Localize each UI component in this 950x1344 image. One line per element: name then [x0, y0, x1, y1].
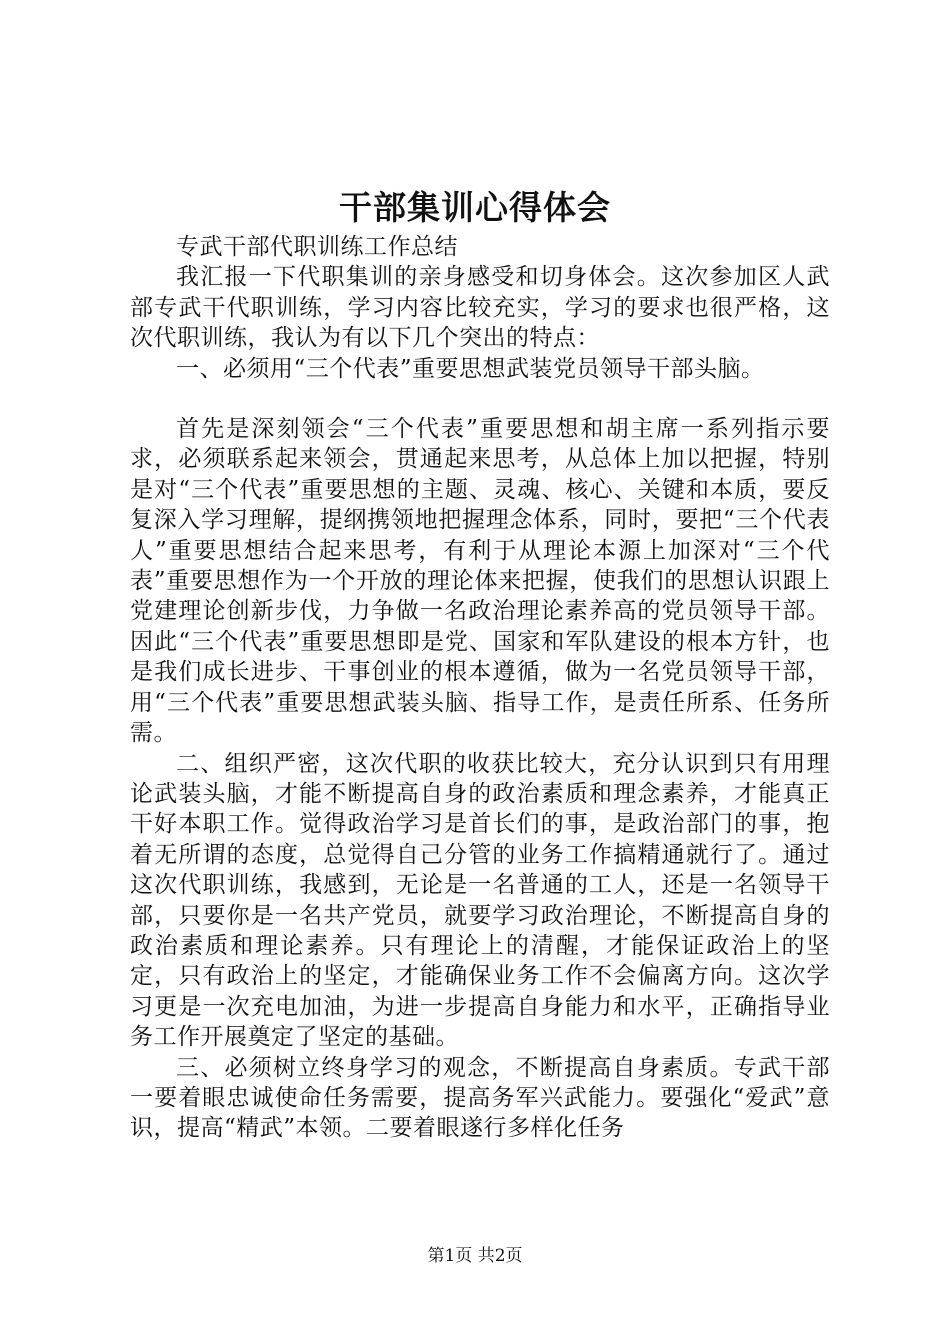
- document-title: 干部集训心得体会: [339, 188, 611, 227]
- document-body: [130, 232, 830, 1144]
- paragraph-point-three: 三、必须树立终身学习的观念，不断提高自身素质。专武干部一要着眼忠诚使命任务需要，提高务军兴武能力。要强化“爱武”意识，提高“精武”本领。二要着眼遂行多样化任务: [130, 1054, 830, 1142]
- paragraph-point-two: 二、组织严密，这次代职的收获比较大，充分认识到只有用理论武装头脑，才能不断提高自身的政治素质和理念素养，才能真正干好本职工作。觉得政治学习是首长们的事，是政治部门的事，抱着无所谓的态度，总觉得自己分管的业务工作搞精通就行了。通过这次代职训练，我感到，无论是一名普通的工人，还是一名领导干部，只要你是一名共产党员，就要学习政治理论，不断提高自身的政治素质和理论素养。只有理论上的清醒，才能保证政治上的坚定，只有政治上的坚定，才能确保业务工作不会偏离方向。这次学习更是一次充电加油，为进一步提高自身能力和水平，正确指导业务工作开展奠定了坚定的基础。: [130, 750, 830, 1051]
- paragraph-intro: 我汇报一下代职集训的亲身感受和切身体会。这次参加区人武部专武干代职训练，学习内容比较充实，学习的要求也很严格，这次代职训练，我认为有以下几个突出的特点：: [130, 264, 830, 352]
- paragraph-subtitle: 专武干部代职训练工作总结: [176, 234, 458, 260]
- paragraph-point-one-heading: 一、必须用“三个代表”重要思想武装党员领导干部头脑。: [176, 355, 765, 382]
- paragraph-point-one-body: 首先是深刻领会“三个代表”重要思想和胡主席一系列指示要求，必须联系起来领会，贯通起来思考，从总体上加以把握，特别是对“三个代表”重要思想的主题、灵魂、核心、关键和本质，要反复深入学习理解，提纲携领地把握理念体系，同时，要把“三个代表人”重要思想结合起来思考，有利于从理论本源上加深对“三个代表”重要思想作为一个开放的理论体来把握，使我们的思想认识跟上党建理论创新步伐，力争做一名政治理论素养高的党员领导干部。因此“三个代表”重要思想即是党、国家和军队建设的根本方针，也是我们成长进步、干事创业的根本遵循，做为一名党员领导干部，用“三个代表”重要思想武装头脑、指导工作，是责任所系、任务所需。: [130, 416, 830, 747]
- page-footer: 第1页 共2页: [427, 1246, 523, 1266]
